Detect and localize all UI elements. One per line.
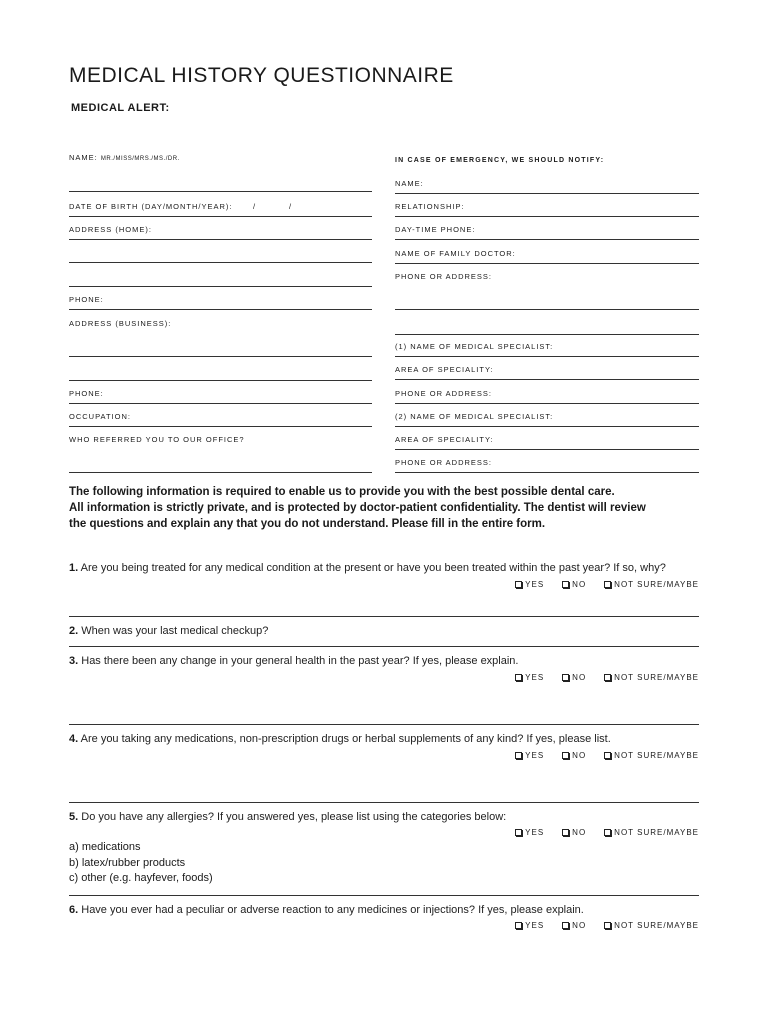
relationship-label: RELATIONSHIP: <box>395 202 465 211</box>
doctor-phone-line-1[interactable] <box>395 308 699 310</box>
question-number: 3. <box>69 655 79 667</box>
specialist-2-phone-label: PHONE OR ADDRESS: <box>395 458 493 467</box>
maybe-label: NOT SURE/MAYBE <box>614 828 699 837</box>
intro-line-3: the questions and explain any that you do not understand. Please fill in the entire form. <box>69 518 546 530</box>
occupation-field[interactable] <box>69 411 372 427</box>
checkbox-icon <box>515 829 522 836</box>
emergency-name-field[interactable] <box>395 178 699 194</box>
no-checkbox[interactable] <box>562 828 586 837</box>
question-text: When was your last medical checkup? <box>81 625 269 637</box>
yes-checkbox[interactable] <box>515 921 544 930</box>
phone-home-field[interactable] <box>69 294 372 310</box>
name-titles: MR./MISS/MRS./MS./DR. <box>100 156 180 162</box>
maybe-checkbox[interactable] <box>604 673 699 682</box>
question-1-choices <box>515 580 699 589</box>
checkbox-icon <box>515 581 522 588</box>
specialist-1-phone-label: PHONE OR ADDRESS: <box>395 389 493 398</box>
speciality-1-field[interactable] <box>395 364 699 380</box>
checkbox-icon <box>562 829 569 836</box>
checkbox-icon <box>562 581 569 588</box>
speciality-2-field[interactable] <box>395 434 699 450</box>
yes-checkbox[interactable] <box>515 580 544 589</box>
checkbox-icon <box>562 674 569 681</box>
no-label: NO <box>572 921 587 930</box>
family-doctor-field[interactable] <box>395 248 699 264</box>
question-4 <box>69 733 699 745</box>
daytime-phone-label: DAY-TIME PHONE: <box>395 225 476 234</box>
question-3 <box>69 655 699 667</box>
address-home-field[interactable] <box>69 224 372 240</box>
maybe-checkbox[interactable] <box>604 751 699 760</box>
no-checkbox[interactable] <box>562 921 586 930</box>
question-number: 6. <box>69 904 79 916</box>
medical-alert-label: MEDICAL ALERT: <box>71 102 170 114</box>
checkbox-icon <box>515 752 522 759</box>
checkbox-icon <box>562 752 569 759</box>
checkbox-icon <box>604 752 611 759</box>
maybe-label: NOT SURE/MAYBE <box>614 580 699 589</box>
question-number: 5. <box>69 811 79 823</box>
address-business-line-2[interactable] <box>69 379 372 381</box>
checkbox-icon <box>604 581 611 588</box>
maybe-label: NOT SURE/MAYBE <box>614 673 699 682</box>
speciality-1-label: AREA OF SPECIALITY: <box>395 365 494 374</box>
specialist-1-label: (1) NAME OF MEDICAL SPECIALIST: <box>395 342 554 351</box>
dob-label: DATE OF BIRTH (DAY/MONTH/YEAR): <box>69 202 233 211</box>
checkbox-icon <box>604 922 611 929</box>
question-4-choices <box>515 751 699 760</box>
occupation-label: OCCUPATION: <box>69 412 131 421</box>
emergency-name-label: NAME: <box>395 179 424 188</box>
question-6-choices <box>515 921 699 930</box>
specialist-2-label: (2) NAME OF MEDICAL SPECIALIST: <box>395 412 554 421</box>
question-number: 1. <box>69 562 79 574</box>
yes-label: YES <box>525 751 545 760</box>
phone-business-label: PHONE: <box>69 389 104 398</box>
no-label: NO <box>572 580 587 589</box>
question-1 <box>69 562 699 574</box>
answer-line[interactable] <box>69 802 699 803</box>
checkbox-icon <box>604 674 611 681</box>
yes-label: YES <box>525 921 545 930</box>
family-doctor-label: NAME OF FAMILY DOCTOR: <box>395 249 516 258</box>
answer-line[interactable] <box>69 895 699 896</box>
yes-label: YES <box>525 673 545 682</box>
name-input-line[interactable] <box>69 190 372 192</box>
yes-checkbox[interactable] <box>515 673 544 682</box>
relationship-field[interactable] <box>395 201 699 217</box>
allergy-categories <box>69 840 213 887</box>
no-label: NO <box>572 751 587 760</box>
question-text: Have you ever had a peculiar or adverse reaction to any medicines or injections? If yes, please explain. <box>81 904 584 916</box>
answer-line[interactable] <box>69 616 699 617</box>
no-label: NO <box>572 828 587 837</box>
checkbox-icon <box>515 674 522 681</box>
doctor-phone-label: PHONE OR ADDRESS: <box>395 272 493 281</box>
phone-home-label: PHONE: <box>69 295 104 304</box>
allergy-category-medications: a) medications <box>69 841 141 853</box>
no-label: NO <box>572 673 587 682</box>
doctor-phone-line-2[interactable] <box>395 333 699 335</box>
yes-label: YES <box>525 828 545 837</box>
question-5 <box>69 811 699 823</box>
question-text: Do you have any allergies? If you answered yes, please list using the categories below: <box>81 811 507 823</box>
no-checkbox[interactable] <box>562 751 586 760</box>
yes-checkbox[interactable] <box>515 751 544 760</box>
daytime-phone-field[interactable] <box>395 224 699 240</box>
dob-separator-1: / <box>253 202 257 211</box>
question-number: 4. <box>69 733 79 745</box>
phone-business-field[interactable] <box>69 388 372 404</box>
specialist-1-field[interactable] <box>395 341 699 357</box>
yes-checkbox[interactable] <box>515 828 544 837</box>
referred-label: WHO REFERRED YOU TO OUR OFFICE? <box>69 435 245 444</box>
referred-input-line[interactable] <box>69 471 372 473</box>
maybe-label: NOT SURE/MAYBE <box>614 921 699 930</box>
intro-line-2: All information is strictly private, and is protected by doctor-patient confidentiality. The dentist will review <box>69 502 646 514</box>
address-business-line-1[interactable] <box>69 355 372 357</box>
question-2 <box>69 625 699 637</box>
dob-separator-2: / <box>289 202 293 211</box>
name-label: NAME: <box>69 153 98 162</box>
intro-paragraph <box>69 484 709 532</box>
name-field-label <box>69 152 372 167</box>
page-title: MEDICAL HISTORY QUESTIONNAIRE <box>69 64 454 87</box>
maybe-label: NOT SURE/MAYBE <box>614 751 699 760</box>
doctor-phone-field <box>395 271 699 286</box>
maybe-checkbox[interactable] <box>604 828 699 837</box>
address-home-line-3[interactable] <box>69 285 372 287</box>
speciality-2-label: AREA OF SPECIALITY: <box>395 435 494 444</box>
no-checkbox[interactable] <box>562 673 586 682</box>
question-6 <box>69 904 699 916</box>
question-text: Has there been any change in your general health in the past year? If yes, please explain. <box>81 655 519 667</box>
checkbox-icon <box>562 922 569 929</box>
address-home-label: ADDRESS (HOME): <box>69 225 152 234</box>
intro-line-1: The following information is required to enable us to provide you with the best possible dental care. <box>69 486 615 498</box>
specialist-1-phone-field[interactable] <box>395 388 699 404</box>
specialist-2-field[interactable] <box>395 411 699 427</box>
specialist-2-phone-field[interactable] <box>395 457 699 473</box>
question-5-choices <box>515 828 699 837</box>
no-checkbox[interactable] <box>562 580 586 589</box>
allergy-category-latex: b) latex/rubber products <box>69 856 186 869</box>
emergency-heading: IN CASE OF EMERGENCY, WE SHOULD NOTIFY: <box>395 157 605 164</box>
yes-label: YES <box>525 580 545 589</box>
question-text: Are you taking any medications, non-prescription drugs or herbal supplements of any kind? If yes, please list. <box>80 733 611 745</box>
address-business-field <box>69 318 372 333</box>
question-number: 2. <box>69 625 79 637</box>
answer-line[interactable] <box>69 724 699 725</box>
referred-field <box>69 434 372 449</box>
address-business-label: ADDRESS (BUSINESS): <box>69 319 172 328</box>
maybe-checkbox[interactable] <box>604 580 699 589</box>
allergy-category-other: c) other (e.g. hayfever, foods) <box>69 872 213 884</box>
answer-line[interactable] <box>69 646 699 647</box>
question-text: Are you being treated for any medical condition at the present or have you been treated within the past year? If so, why? <box>80 562 666 574</box>
dob-field[interactable] <box>69 201 372 217</box>
checkbox-icon <box>604 829 611 836</box>
address-home-line-2[interactable] <box>69 261 372 263</box>
checkbox-icon <box>515 922 522 929</box>
question-3-choices <box>515 673 699 682</box>
maybe-checkbox[interactable] <box>604 921 699 930</box>
